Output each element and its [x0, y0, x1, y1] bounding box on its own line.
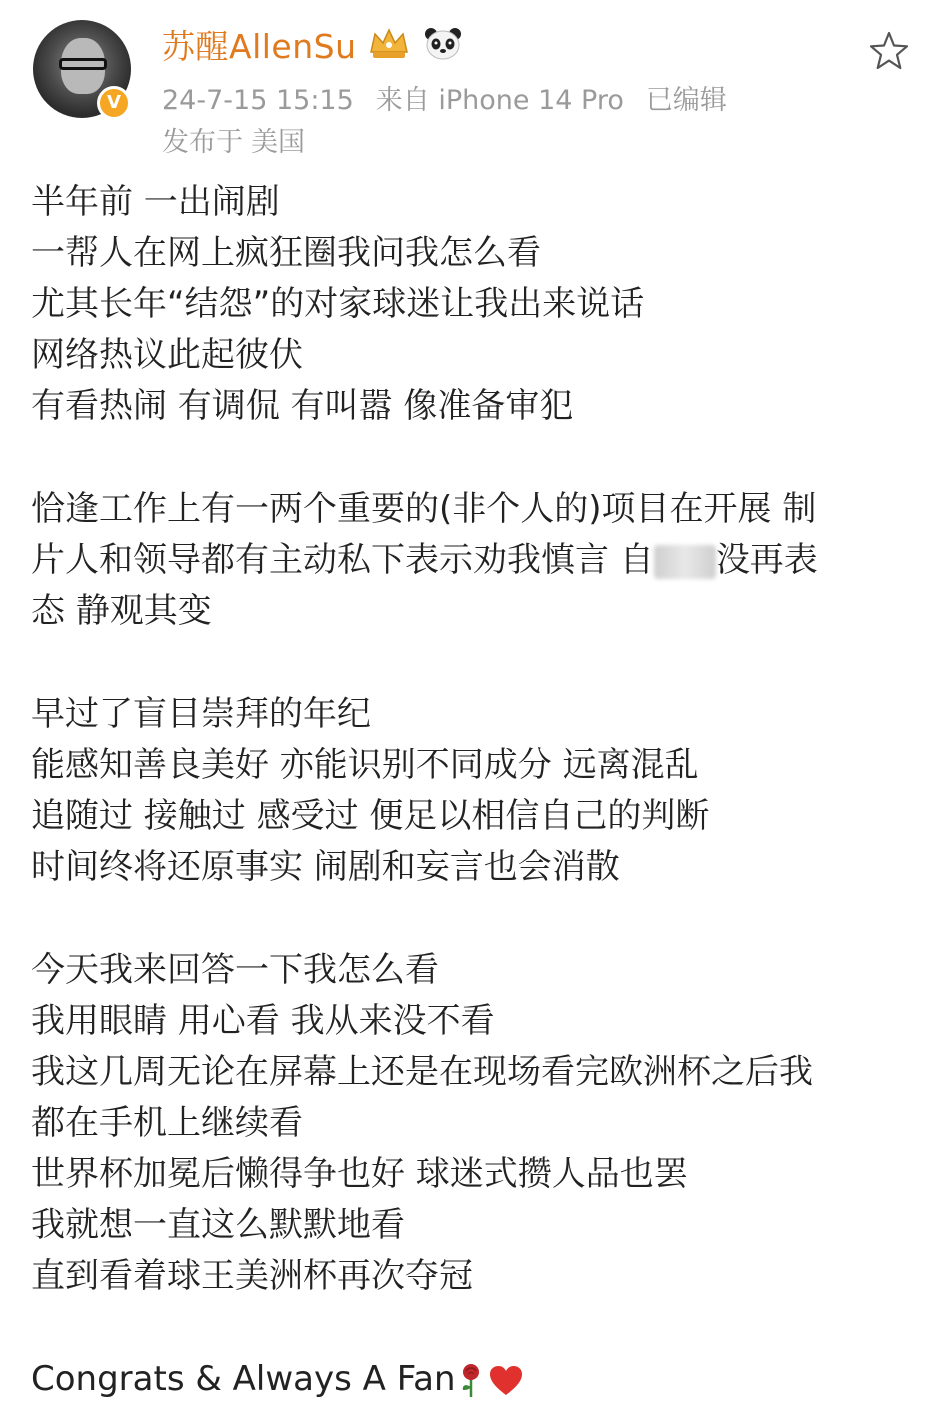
text-line: 半年前 一出闹剧: [31, 182, 280, 222]
text-line: 时间终将还原事实 闹剧和妄言也会消散: [31, 847, 620, 887]
text-line: 直到看着球王美洲杯再次夺冠: [31, 1256, 473, 1296]
text-line: 早过了盲目崇拜的年纪: [31, 694, 371, 734]
panda-icon: [421, 26, 465, 62]
text-line: 恰逢工作上有一两个重要的(非个人的)项目在开展 制: [31, 489, 817, 529]
text-line: 我这几周无论在屏幕上还是在现场看完欧洲杯之后我: [31, 1052, 813, 1092]
text-line: 有看热闹 有调侃 有叫嚣 像准备审犯: [31, 386, 574, 426]
text-line: 都在手机上继续看: [31, 1103, 303, 1143]
paragraph-gap: [31, 637, 921, 689]
text-line: 尤其长年“结怨”的对家球迷让我出来说话: [31, 284, 645, 324]
post-header: [0, 0, 943, 165]
text-line: 网络热议此起彼伏: [31, 335, 303, 375]
rose-icon: [456, 1363, 486, 1399]
location-value: 美国: [251, 127, 305, 158]
post-meta: [162, 78, 727, 117]
text-line: 今天我来回答一下我怎么看: [31, 950, 439, 990]
post-body: [31, 177, 921, 1405]
edited-label[interactable]: 已编辑: [645, 85, 727, 116]
avatar-glasses: [59, 58, 107, 70]
text-line: 能感知善良美好 亦能识别不同成分 远离混乱: [31, 745, 699, 785]
paragraph-gap: [31, 1302, 921, 1354]
post-source: 来自 iPhone 14 Pro: [375, 85, 624, 116]
closing-text: Congrats & Always A Fan: [31, 1359, 456, 1399]
text-line: 世界杯加冕后懒得争也好 球迷式攒人品也罢: [31, 1154, 688, 1194]
username[interactable]: 苏醒AllenSu: [162, 26, 357, 66]
paragraph-gap: [31, 432, 921, 484]
favorite-star-icon[interactable]: [868, 30, 910, 72]
post-timestamp: 24-7-15 15:15: [162, 85, 354, 116]
crown-badge-icon: [367, 26, 411, 62]
text-line: 一帮人在网上疯狂圈我问我怎么看: [31, 233, 541, 273]
closing-line: [31, 1354, 921, 1405]
text-segment: 片人和领导都有主动私下表示劝我慎言 自: [31, 540, 654, 580]
text-line-with-redaction: [31, 535, 921, 586]
text-line: 我用眼睛 用心看 我从来没不看: [31, 1001, 495, 1041]
username-row: [162, 20, 465, 68]
paragraph-gap: [31, 893, 921, 945]
text-segment: 没再表: [715, 540, 818, 580]
post-location: [162, 120, 305, 159]
text-line: 我就想一直这么默默地看: [31, 1205, 405, 1245]
text-line: 追随过 接触过 感受过 便足以相信自己的判断: [31, 796, 710, 836]
text-line: 态 静观其变: [31, 591, 212, 631]
blurred-text: [654, 545, 716, 579]
verified-badge-icon: V: [97, 86, 131, 120]
heart-icon: [488, 1364, 524, 1398]
location-prefix: 发布于: [162, 127, 243, 158]
